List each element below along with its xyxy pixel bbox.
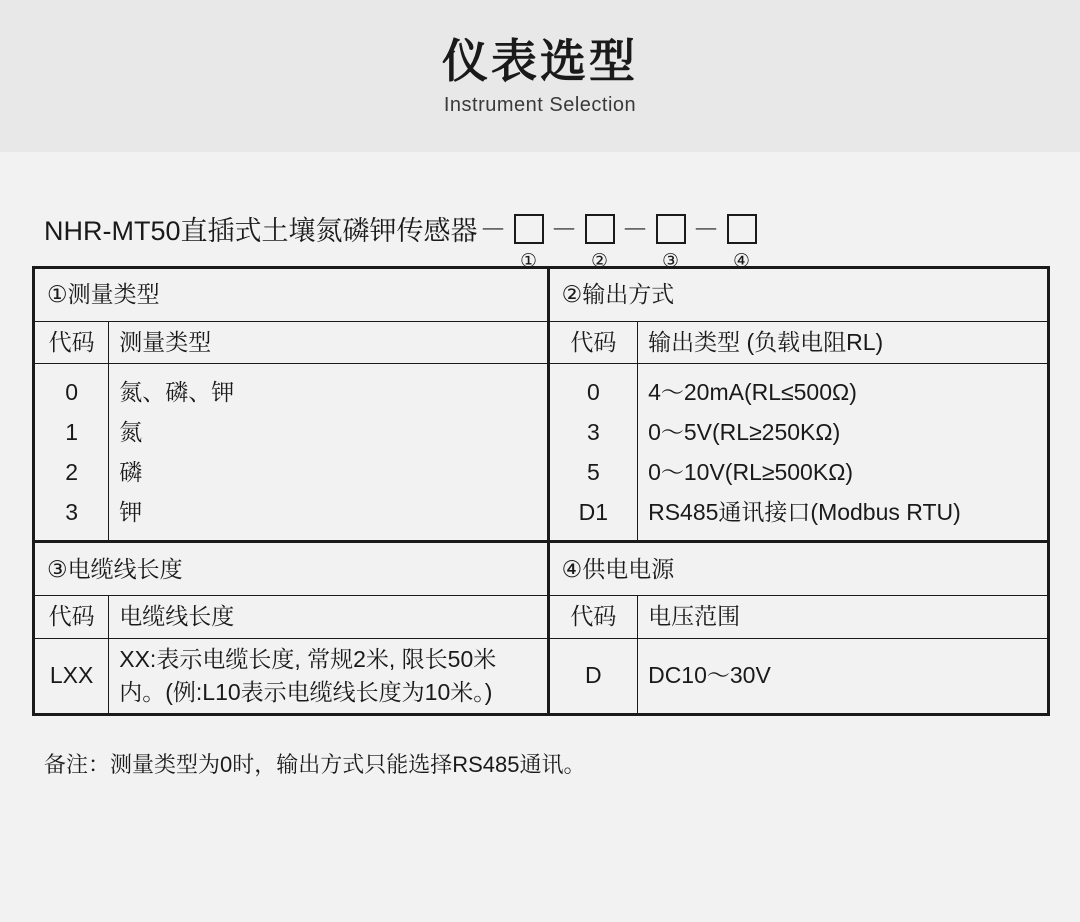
model-slot-2-box[interactable]: [585, 214, 615, 244]
measure-type-desc-2: 磷: [119, 459, 143, 486]
measure-type-desc-0: 氮、磷、钾: [119, 379, 235, 406]
table-row-column-headers-2: [34, 596, 1049, 638]
output-mode-code-2: 5: [586, 459, 600, 486]
output-mode-desc-1: 0～5V(RL≥250KΩ): [648, 419, 841, 446]
cable-length-desc: [109, 638, 548, 715]
section-heading-cable-length: ③电缆线长度: [34, 542, 549, 596]
output-mode-desc-2: 0～10V(RL≥500KΩ): [648, 459, 854, 486]
page-subtitle: Instrument Selection: [443, 94, 637, 117]
model-slot-1-index: ①: [519, 251, 538, 272]
model-code-line: [30, 152, 1050, 272]
header-output-mode-desc: 输出类型 (负载电阻RL): [638, 322, 1049, 364]
output-mode-desc-list: [638, 364, 1049, 542]
model-slot-3-box[interactable]: [656, 214, 686, 244]
model-dash-2: －: [621, 215, 649, 245]
measure-type-desc-3: 钾: [119, 499, 143, 526]
measure-type-code-2: 2: [65, 459, 79, 486]
model-slots: [509, 214, 762, 271]
output-mode-desc-3: RS485通讯接口(Modbus RTU): [648, 499, 961, 526]
model-slot-3: [651, 214, 691, 271]
model-name: NHR-MT50直插式土壤氮磷钾传感器: [44, 216, 478, 246]
header-cable-length-desc: 电缆线长度: [109, 596, 548, 638]
selection-table: [32, 266, 1050, 716]
model-slot-4: [722, 214, 762, 271]
measure-type-code-list: [34, 364, 109, 542]
section-heading-power-supply: ④供电电源: [548, 542, 1048, 596]
header-power-supply-code: 代码: [548, 596, 637, 638]
table-row-section-headings-2: [34, 542, 1049, 596]
model-slot-4-box[interactable]: [727, 214, 757, 244]
cable-length-desc-line2: 内。(例:L10表示电缆线长度为10米。): [119, 679, 493, 706]
table-row-column-headers-1: [34, 322, 1049, 364]
measure-type-code-3: 3: [65, 499, 79, 526]
header-output-mode-code: 代码: [548, 322, 637, 364]
section-heading-measure-type: ①测量类型: [34, 268, 549, 322]
model-dash-3: －: [692, 215, 720, 245]
model-slot-2-index: ②: [590, 251, 609, 272]
model-slot-4-index: ④: [732, 251, 751, 272]
model-dash-1: －: [550, 215, 578, 245]
measure-type-code-1: 1: [65, 419, 79, 446]
output-mode-desc-0: 4～20mA(RL≤500Ω): [648, 379, 857, 406]
measure-type-desc-1: 氮: [119, 419, 143, 446]
header-cable-length-code: 代码: [34, 596, 109, 638]
section-heading-output-mode: ②输出方式: [548, 268, 1048, 322]
header-power-supply-desc: 电压范围: [638, 596, 1049, 638]
table-row-data-1: [34, 364, 1049, 542]
model-slot-1: [509, 214, 549, 271]
footer-note: 备注：测量类型为0时，输出方式只能选择RS485通讯。: [44, 752, 586, 778]
page-title: 仪表选型: [442, 34, 638, 87]
model-slot-3-index: ③: [661, 251, 680, 272]
model-slot-1-box[interactable]: [514, 214, 544, 244]
output-mode-code-3: D1: [578, 499, 609, 526]
measure-type-desc-list: [109, 364, 548, 542]
page-content: [0, 152, 1080, 781]
output-mode-code-list: [548, 364, 637, 542]
header-measure-type-code: 代码: [34, 322, 109, 364]
model-dash-0: －: [479, 215, 507, 245]
cable-length-code: LXX: [34, 638, 109, 715]
power-supply-code: D: [548, 638, 637, 715]
table-row-section-headings-1: [34, 268, 1049, 322]
model-slot-2: [580, 214, 620, 271]
header-measure-type-desc: 测量类型: [109, 322, 548, 364]
measure-type-code-0: 0: [65, 379, 79, 406]
power-supply-desc: DC10～30V: [638, 638, 1049, 715]
output-mode-code-1: 3: [586, 419, 600, 446]
cable-length-desc-line1: XX:表示电缆长度, 常规2米, 限长50米: [119, 645, 497, 672]
output-mode-code-0: 0: [586, 379, 600, 406]
table-row-data-2: [34, 638, 1049, 715]
page-header: [0, 0, 1080, 152]
